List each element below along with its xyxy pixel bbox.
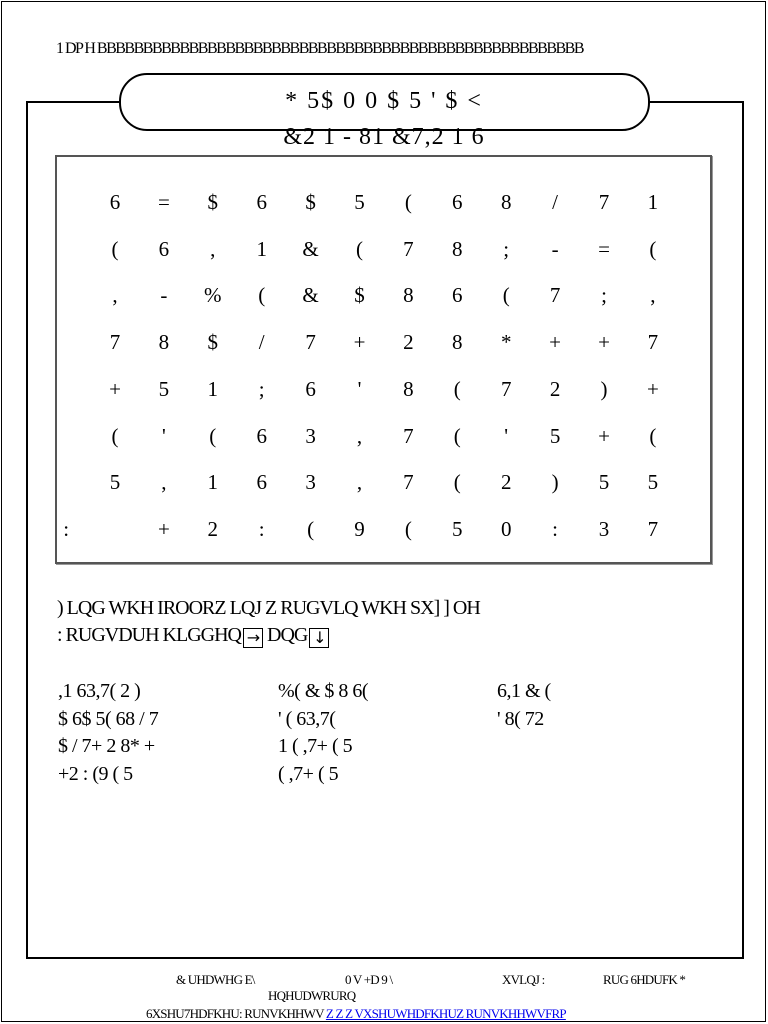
grid-cell[interactable]: 7 <box>647 330 659 355</box>
grid-cell[interactable]: 7 <box>109 330 121 355</box>
grid-cell[interactable]: 6 <box>158 236 170 261</box>
grid-cell[interactable]: 5 <box>109 470 121 495</box>
grid-cell[interactable]: = <box>598 236 610 261</box>
grid-cell[interactable]: ' <box>504 423 509 448</box>
grid-cell[interactable]: 5 <box>549 423 561 448</box>
name-line: 1 DP H BBBBBBBBBBBBBBBBBBBBBBBBBBBBBBBBBBBBBBBBBBBBBBBBBBBBB <box>56 40 584 57</box>
instructions-line-1: ) LQG WKH IROORZ LQJ Z RUGVLQ WKH SX] ] OH <box>57 597 480 619</box>
grid-cell[interactable]: ( <box>502 283 510 308</box>
grid-cell[interactable]: 8 <box>500 190 512 214</box>
grid-cell[interactable]: + <box>598 330 610 355</box>
grid-cell[interactable]: 7 <box>598 190 610 214</box>
grid-cell[interactable]: ; <box>258 376 265 401</box>
grid-cell[interactable]: 0 <box>500 516 512 541</box>
page-title: * 5$ 0 0 $ 5 ' $ < <box>285 88 483 114</box>
grid-cell[interactable]: ; <box>503 236 510 261</box>
footer-generator: HQHUDWRURQ <box>268 988 356 1003</box>
word-list-item: %( & $ 8 6( <box>278 680 369 702</box>
grid-cell[interactable]: ' <box>161 423 166 448</box>
instructions-and: DQG <box>263 624 308 646</box>
grid-cell[interactable]: , <box>161 470 167 495</box>
grid-cell[interactable]: 7 <box>305 330 316 355</box>
grid-cell[interactable]: 3 <box>598 516 610 541</box>
grid-cell[interactable]: 9 <box>354 516 365 541</box>
grid-cell[interactable]: $ <box>354 283 365 308</box>
grid-cell[interactable]: ( <box>307 516 315 541</box>
grid-cell[interactable]: 6 <box>305 376 316 401</box>
grid-cell[interactable]: ) <box>551 470 559 495</box>
grid-cell[interactable]: 7 <box>403 423 414 448</box>
word-list-item: ' ( 63,7( <box>278 708 336 730</box>
grid-cell[interactable]: ( <box>404 516 412 541</box>
arrow-right-icon: → <box>243 628 263 648</box>
grid-cell[interactable]: 8 <box>403 376 414 401</box>
grid-cell[interactable]: : <box>258 516 265 541</box>
grid-cell[interactable]: ( <box>404 190 412 214</box>
grid-cell[interactable]: ( <box>209 423 217 448</box>
grid-cell[interactable]: , <box>112 283 118 308</box>
grid-cell[interactable]: 6 <box>452 283 463 308</box>
grid-cell[interactable]: $ <box>207 330 219 355</box>
grid-cell[interactable]: + <box>598 423 610 448</box>
grid-cell[interactable]: 5 <box>354 190 365 214</box>
footer-author: 0 V +D 9 \ <box>345 972 393 987</box>
footer-created-by: & UHDWHG E\ <box>176 972 255 987</box>
arrow-down-icon: ↓ <box>309 628 329 648</box>
grid-cell[interactable]: 6 <box>256 423 267 448</box>
grid-cell[interactable]: 7 <box>403 236 414 261</box>
page-subtitle: &2 1 - 81 &7,2 1 6 <box>283 124 485 150</box>
grid-cell[interactable]: 1 <box>207 376 219 401</box>
word-list-item: $ / 7+ 2 8* + <box>58 735 155 757</box>
grid-cell[interactable]: ; <box>601 283 607 308</box>
footer-tool: XVLQJ : <box>502 972 545 987</box>
grid-cell[interactable]: 6 <box>452 190 463 214</box>
grid-cell[interactable]: $ <box>305 190 316 214</box>
grid-cell[interactable]: - <box>160 283 168 308</box>
grid-cell[interactable]: $ <box>207 190 219 214</box>
grid-cell[interactable]: / <box>258 330 265 355</box>
grid-cell[interactable]: * <box>500 330 512 355</box>
grid-cell[interactable]: + <box>549 330 562 355</box>
grid-cell[interactable]: 7 <box>647 516 659 541</box>
word-list-item: ( ,7+ ( 5 <box>278 763 339 785</box>
footer-teacher-label: 6XSHU7HDFKHU: RUNVKHHWV <box>146 1006 324 1021</box>
grid-cell[interactable]: / <box>552 190 559 214</box>
grid-cell[interactable]: 8 <box>452 330 463 355</box>
grid-cell[interactable]: ( <box>111 236 119 261</box>
grid-cell[interactable]: 7 <box>549 283 561 308</box>
grid-cell[interactable]: ( <box>356 236 363 261</box>
grid-cell[interactable]: 2 <box>403 330 414 355</box>
instructions-line-2 <box>57 624 329 648</box>
instructions-text: : RUGVDUH KLGGHQ <box>57 624 241 646</box>
grid-cell[interactable]: , <box>650 283 656 308</box>
word-list-item: 6,1 & ( <box>497 680 551 702</box>
grid-cell[interactable]: ( <box>453 470 461 495</box>
grid-cell[interactable]: + <box>646 376 659 401</box>
footer-link[interactable]: Z Z Z VXSHUWHDFKHUZ RUNVKHHWVFRP <box>325 1006 566 1021</box>
grid-cell[interactable]: & <box>302 236 319 261</box>
grid-cell[interactable]: , <box>356 470 363 495</box>
grid-cell[interactable]: ( <box>258 283 266 308</box>
grid-cell[interactable]: 5 <box>598 470 610 495</box>
grid-cell[interactable]: + <box>353 330 366 355</box>
grid-cell[interactable]: 8 <box>403 283 414 308</box>
footer-tool-name: RUG 6HDUFK * <box>603 972 686 987</box>
grid-cell[interactable]: 1 <box>256 236 267 261</box>
grid-cell[interactable]: 1 <box>647 190 659 214</box>
grid-cell[interactable]: , <box>210 236 216 261</box>
grid-cell[interactable]: ( <box>111 423 119 448</box>
grid-cell[interactable]: % <box>204 283 222 308</box>
grid-cell[interactable]: ( <box>453 423 461 448</box>
grid-cell[interactable]: ) <box>600 376 608 401</box>
puzzle-grid <box>55 155 712 564</box>
grid-cell[interactable]: = <box>157 190 170 214</box>
word-list-item: $ 6$ 5( 68 / 7 <box>58 708 159 730</box>
grid-cell[interactable]: ( <box>649 423 657 448</box>
word-list-item: 1 ( ,7+ ( 5 <box>278 735 353 757</box>
grid-cell[interactable]: ( <box>453 376 461 401</box>
grid-cell[interactable]: & <box>302 283 319 308</box>
grid-cell[interactable]: 2 <box>500 470 512 495</box>
grid-cell[interactable]: , <box>356 423 363 448</box>
grid-cell[interactable]: 3 <box>305 423 316 448</box>
grid-cell[interactable]: 2 <box>207 516 219 541</box>
grid-cell[interactable]: 7 <box>403 470 414 495</box>
grid-cell[interactable]: + <box>157 516 170 541</box>
grid-cell[interactable]: 8 <box>452 236 463 261</box>
grid-cell[interactable]: 5 <box>452 516 463 541</box>
word-list-item: +2 : (9 ( 5 <box>58 763 133 785</box>
grid-cell[interactable]: 6 <box>109 190 121 214</box>
grid-cell[interactable]: + <box>109 376 121 401</box>
grid-cell[interactable]: : <box>63 516 70 541</box>
grid-cell[interactable]: - <box>551 236 559 261</box>
grid-cell[interactable]: 3 <box>305 470 316 495</box>
grid-cell[interactable]: 2 <box>549 376 561 401</box>
word-list-item: ,1 63,7( 2 ) <box>58 680 141 702</box>
grid-cell[interactable]: 7 <box>500 376 512 401</box>
grid-cell[interactable]: 1 <box>207 470 219 495</box>
word-list-item: ' 8( 72 <box>497 708 544 730</box>
grid-cell[interactable]: : <box>552 516 559 541</box>
grid-cell[interactable]: 6 <box>256 470 267 495</box>
grid-cell[interactable]: 6 <box>256 190 267 214</box>
grid-cell[interactable]: 5 <box>158 376 170 401</box>
footer-teacher-line <box>146 1006 566 1022</box>
grid-cell[interactable]: 8 <box>158 330 170 355</box>
grid-cell[interactable]: ' <box>357 376 362 401</box>
grid-cell[interactable]: ( <box>649 236 657 261</box>
grid-cell[interactable]: 5 <box>647 470 659 495</box>
